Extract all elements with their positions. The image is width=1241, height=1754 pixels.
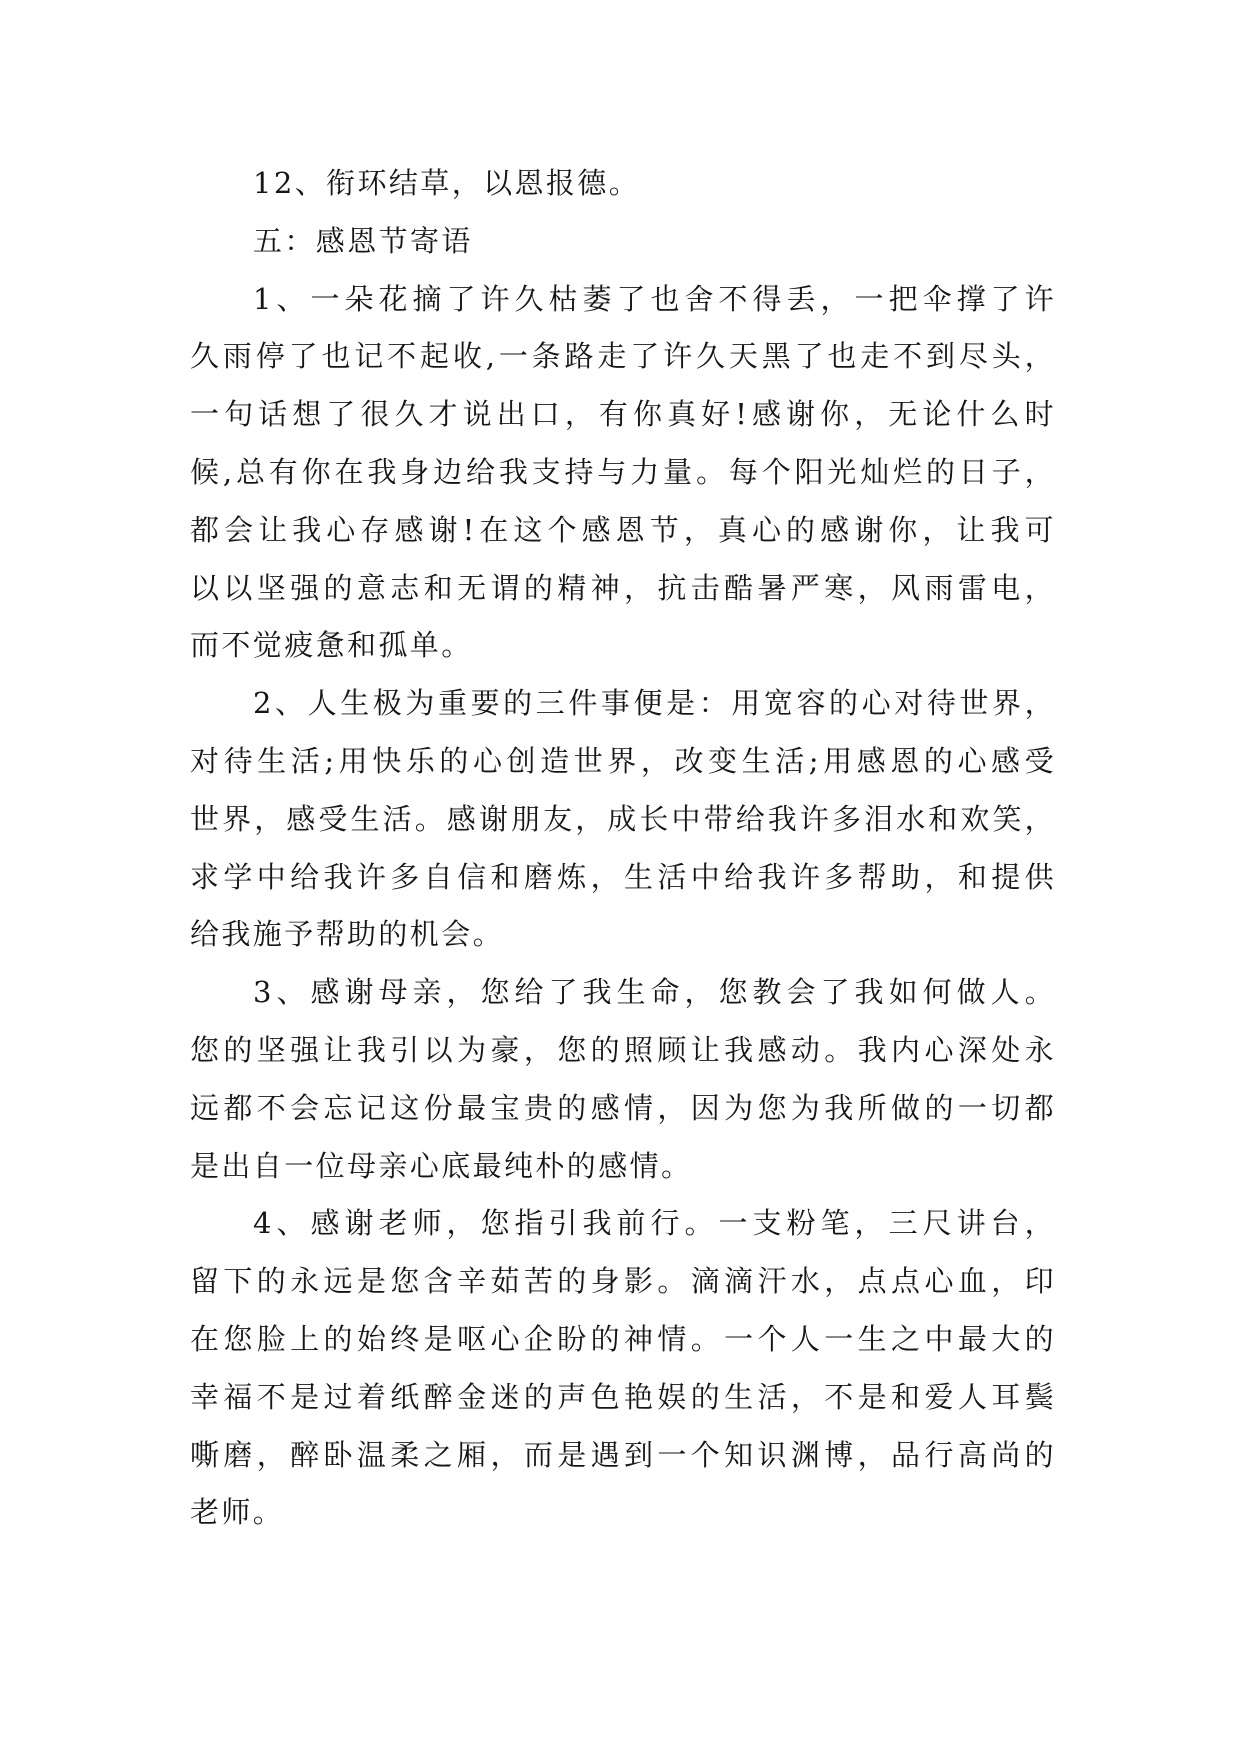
greeting-paragraph-2 xyxy=(190,675,1056,964)
paragraph-line: 一句话想了很久才说出口，有你真好!感谢你，无论什么时 xyxy=(190,397,1056,432)
paragraph-line: 4、感谢老师，您指引我前行。一支粉笔，三尺讲台， xyxy=(253,1206,1056,1241)
list-item-12 xyxy=(190,155,1056,213)
paragraph-line: 幸福不是过着纸醉金迷的声色艳娱的生活，不是和爱人耳鬓 xyxy=(190,1379,1056,1414)
greeting-paragraph-3 xyxy=(190,964,1056,1195)
paragraph-line: 久雨停了也记不起收,一条路走了许久天黑了也走不到尽头， xyxy=(190,339,1056,374)
paragraph-line: 嘶磨，醉卧温柔之厢，而是遇到一个知识渊博，品行高尚的 xyxy=(190,1437,1056,1472)
paragraph-line: 求学中给我许多自信和磨炼，生活中给我许多帮助，和提供 xyxy=(190,859,1056,894)
section-heading-text: 五：感恩节寄语 xyxy=(253,223,473,258)
paragraph-line: 在您脸上的始终是呕心企盼的神情。一个人一生之中最大的 xyxy=(190,1321,1056,1356)
paragraph-line: 您的坚强让我引以为豪，您的照顾让我感动。我内心深处永 xyxy=(190,1032,1056,1067)
greeting-paragraph-4 xyxy=(190,1195,1056,1542)
paragraph-line: 给我施予帮助的机会。 xyxy=(190,917,505,952)
paragraph-line: 是出自一位母亲心底最纯朴的感情。 xyxy=(190,1148,693,1183)
paragraph-line: 候,总有你在我身边给我支持与力量。每个阳光灿烂的日子， xyxy=(190,454,1056,489)
paragraph-line: 老师。 xyxy=(190,1495,285,1530)
paragraph-line: 留下的永远是您含辛茹苦的身影。滴滴汗水，点点心血，印 xyxy=(190,1264,1056,1299)
paragraph-line: 都会让我心存感谢!在这个感恩节，真心的感谢你，让我可 xyxy=(190,512,1056,547)
paragraph-line: 3、感谢母亲，您给了我生命，您教会了我如何做人。 xyxy=(253,975,1056,1010)
paragraph-line: 世界，感受生活。感谢朋友，成长中带给我许多泪水和欢笑， xyxy=(190,801,1056,836)
paragraph-line: 远都不会忘记这份最宝贵的感情，因为您为我所做的一切都 xyxy=(190,1090,1056,1125)
section-heading xyxy=(190,213,1056,271)
paragraph-line: 12、衔环结草，以恩报德。 xyxy=(253,166,641,200)
document-body xyxy=(190,155,1056,1542)
paragraph-line: 1、一朵花摘了许久枯萎了也舍不得丢，一把伞撑了许 xyxy=(253,281,1056,316)
paragraph-line: 对待生活;用快乐的心创造世界，改变生活;用感恩的心感受 xyxy=(190,743,1056,778)
greeting-paragraph-1 xyxy=(190,271,1056,676)
paragraph-line: 以以坚强的意志和无谓的精神，抗击酷暑严寒，风雨雷电， xyxy=(190,570,1056,605)
paragraph-line: 而不觉疲惫和孤单。 xyxy=(190,628,473,663)
paragraph-line: 2、人生极为重要的三件事便是：用宽容的心对待世界， xyxy=(253,686,1056,721)
